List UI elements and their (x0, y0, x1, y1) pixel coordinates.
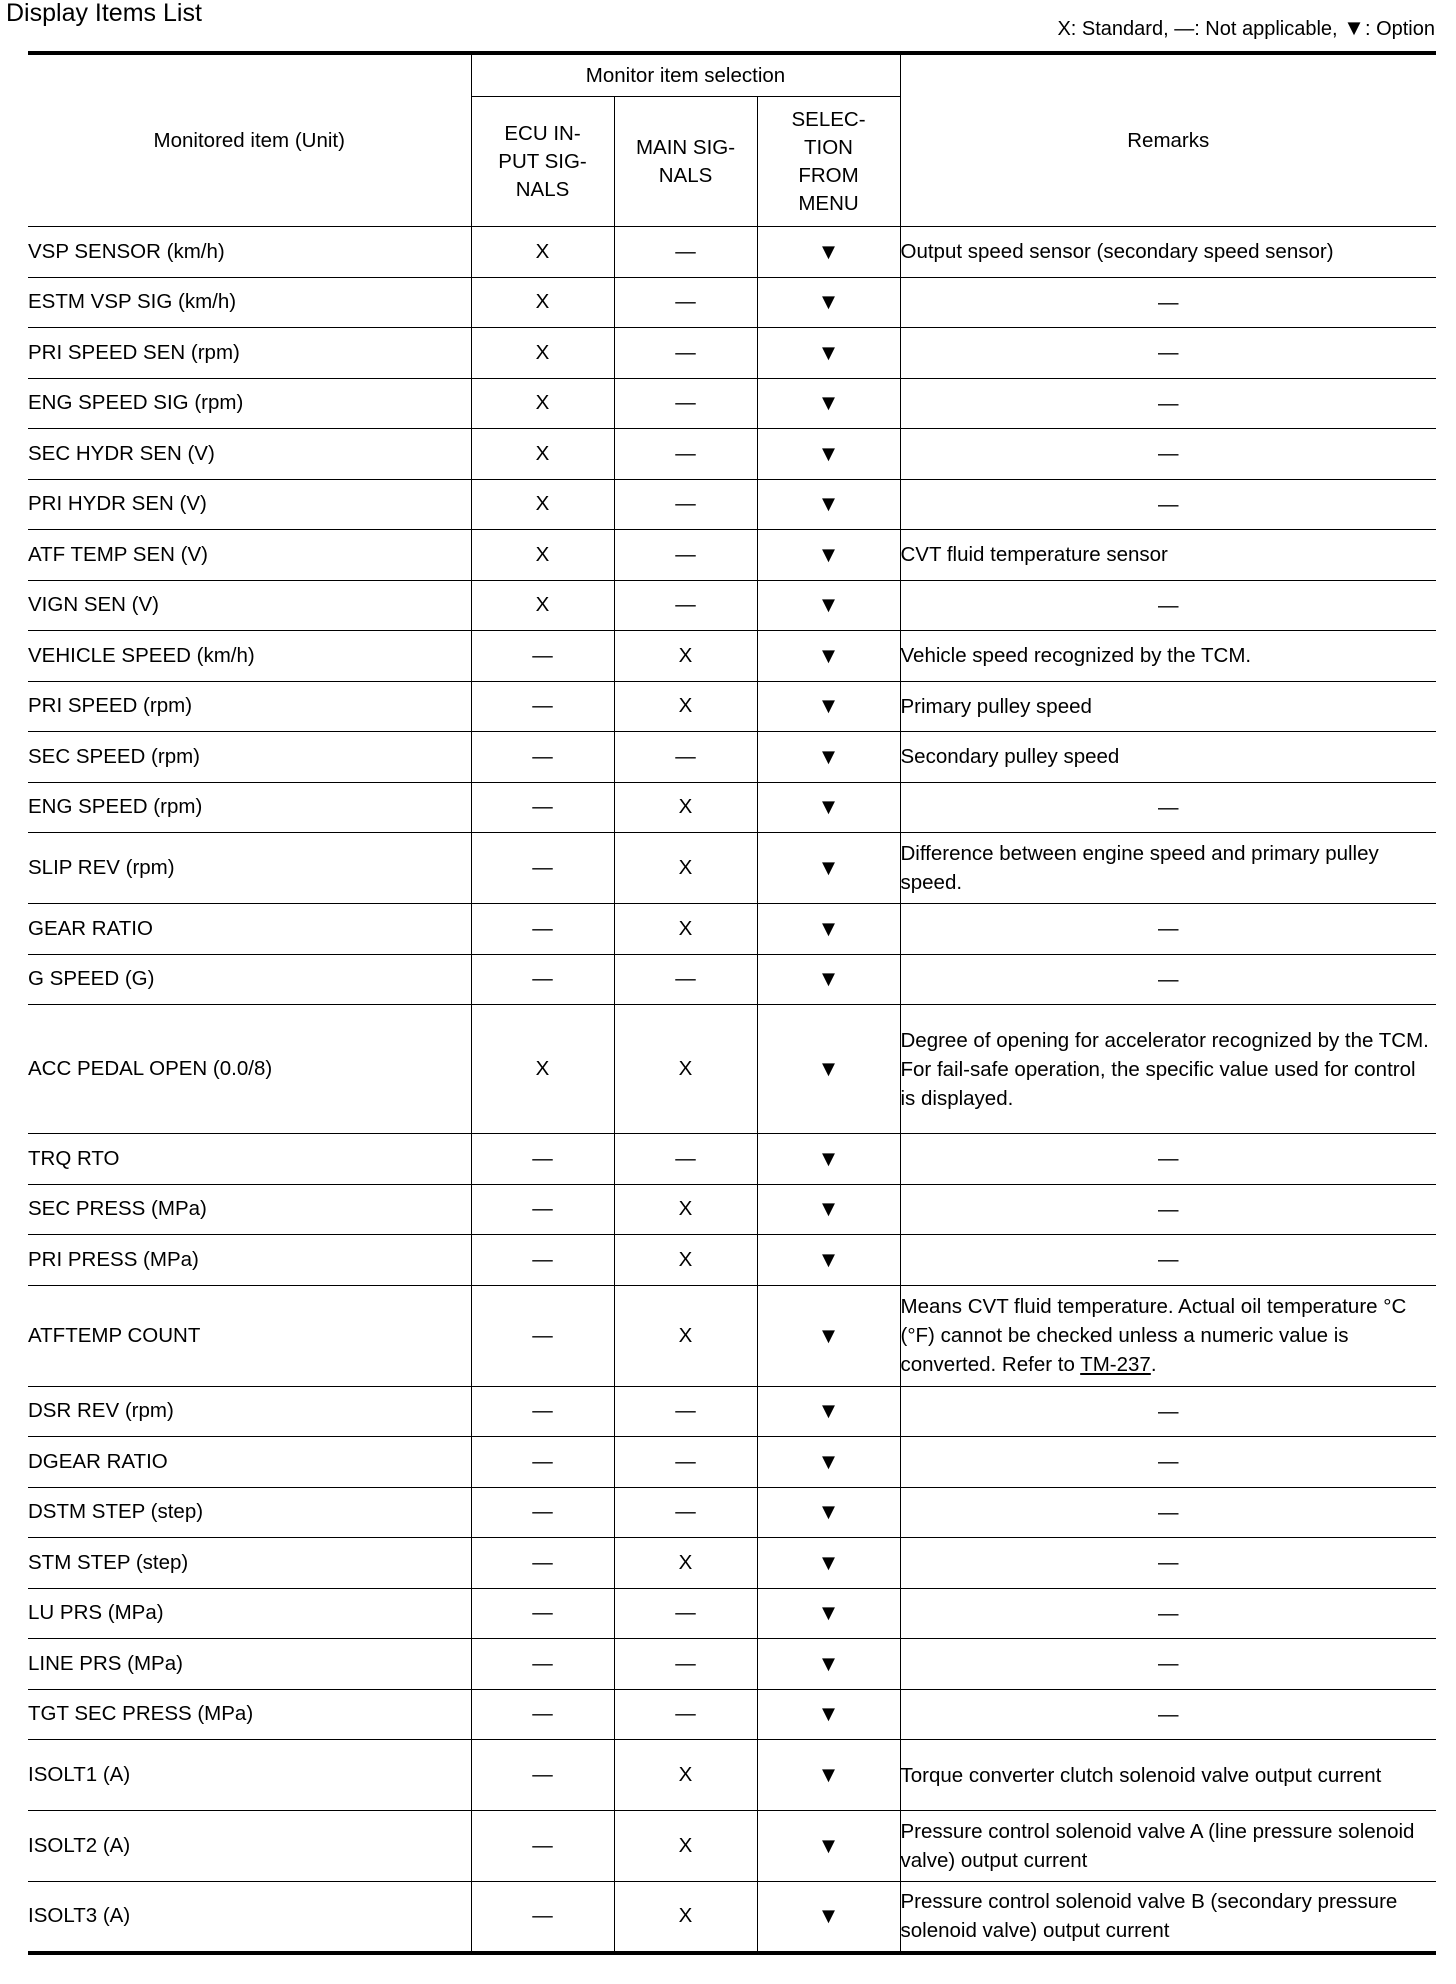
selection-menu-cell: ▼ (757, 277, 900, 328)
remarks-text: Difference between engine speed and primary pulley speed. (900, 842, 1379, 894)
main-signals-cell: X (614, 1882, 757, 1953)
ecu-input-cell: — (471, 1134, 614, 1185)
main-signals-cell: — (614, 479, 757, 530)
selection-menu-cell: ▼ (757, 1235, 900, 1286)
ecu-input-cell: X (471, 1005, 614, 1134)
remarks-cell (900, 954, 1436, 1005)
remarks-cell (900, 378, 1436, 429)
main-signals-cell: — (614, 732, 757, 783)
remarks-cell (900, 530, 1436, 581)
remarks-text: Torque converter clutch solenoid valve output current (900, 1763, 1382, 1787)
monitored-item-cell: VSP SENSOR (km/h) (28, 227, 471, 278)
monitored-item-cell: DSTM STEP (step) (28, 1487, 471, 1538)
table-row (28, 1285, 1436, 1386)
ecu-input-cell: — (471, 782, 614, 833)
selection-menu-cell: ▼ (757, 328, 900, 379)
display-items-table (28, 51, 1436, 1955)
main-signals-cell: — (614, 429, 757, 480)
main-signals-cell: X (614, 833, 757, 904)
header-line: FROM (798, 163, 859, 187)
main-signals-cell: X (614, 681, 757, 732)
ecu-input-cell: — (471, 631, 614, 682)
ecu-input-cell: X (471, 328, 614, 379)
page-title: Display Items List (6, 0, 202, 27)
remarks-cell (900, 277, 1436, 328)
ecu-input-cell: — (471, 1386, 614, 1437)
header-line: MENU (798, 191, 859, 215)
ecu-input-cell: — (471, 1487, 614, 1538)
ecu-input-cell: X (471, 580, 614, 631)
remarks-text-after: . (1150, 1353, 1157, 1376)
table-row (28, 277, 1436, 328)
ecu-input-cell: — (471, 1285, 614, 1386)
ecu-input-cell: — (471, 1882, 614, 1953)
selection-menu-cell: ▼ (757, 1386, 900, 1437)
remarks-cell (900, 1005, 1436, 1134)
table-row (28, 1386, 1436, 1437)
monitored-item-cell: TRQ RTO (28, 1134, 471, 1185)
remarks-line: Degree of opening for accelerator recognized by the TCM. (900, 1028, 1429, 1052)
main-signals-cell: X (614, 1811, 757, 1882)
table-row (28, 1005, 1436, 1134)
remarks-text: — (1158, 1399, 1179, 1423)
ecu-input-cell: X (471, 277, 614, 328)
remarks-cell (900, 681, 1436, 732)
monitored-item-cell: ENG SPEED SIG (rpm) (28, 378, 471, 429)
remarks-cell (900, 1538, 1436, 1589)
remarks-cell (900, 782, 1436, 833)
selection-menu-cell: ▼ (757, 1811, 900, 1882)
main-signals-cell: — (614, 1639, 757, 1690)
main-signals-cell: X (614, 1005, 757, 1134)
header-line: PUT SIG- (498, 149, 587, 173)
selection-menu-cell: ▼ (757, 1285, 900, 1386)
header-line: ECU IN- (504, 121, 581, 145)
remarks-cell (900, 1134, 1436, 1185)
selection-menu-cell: ▼ (757, 782, 900, 833)
remarks-text: — (1158, 442, 1179, 466)
monitored-item-cell: GEAR RATIO (28, 904, 471, 955)
monitored-item-cell: ATF TEMP SEN (V) (28, 530, 471, 581)
selection-menu-cell: ▼ (757, 479, 900, 530)
remarks-cell (900, 833, 1436, 904)
monitored-item-cell: SEC SPEED (rpm) (28, 732, 471, 783)
remarks-cell (900, 1235, 1436, 1286)
remarks-cell (900, 1588, 1436, 1639)
remarks-cell (900, 1437, 1436, 1488)
table-row (28, 1689, 1436, 1740)
selection-menu-cell: ▼ (757, 904, 900, 955)
selection-menu-cell: ▼ (757, 227, 900, 278)
table-row (28, 1740, 1436, 1811)
main-signals-cell: — (614, 227, 757, 278)
header-line: SELEC- (791, 107, 866, 131)
monitored-item-cell: SEC HYDR SEN (V) (28, 429, 471, 480)
selection-menu-cell: ▼ (757, 1005, 900, 1134)
main-signals-cell: — (614, 954, 757, 1005)
remarks-cell (900, 227, 1436, 278)
monitored-item-cell: TGT SEC PRESS (MPa) (28, 1689, 471, 1740)
table-row (28, 1882, 1436, 1953)
table-row (28, 782, 1436, 833)
header-line: TION (804, 135, 853, 159)
main-signals-cell: — (614, 580, 757, 631)
monitored-item-cell: ISOLT3 (A) (28, 1882, 471, 1953)
main-signals-cell: X (614, 631, 757, 682)
legend-option: : Option (1364, 18, 1435, 40)
remarks-text: — (1158, 917, 1179, 941)
reference-link[interactable]: TM-237 (1080, 1353, 1151, 1376)
remarks-text: CVT fluid temperature sensor (900, 543, 1168, 567)
table-row (28, 378, 1436, 429)
monitored-item-cell: ENG SPEED (rpm) (28, 782, 471, 833)
monitored-item-cell: ACC PEDAL OPEN (0.0/8) (28, 1005, 471, 1134)
header-line: NALS (658, 163, 713, 187)
remarks-cell (900, 580, 1436, 631)
table-row (28, 954, 1436, 1005)
ecu-input-cell: — (471, 954, 614, 1005)
option-triangle-icon: ▼ (1343, 15, 1365, 40)
ecu-input-cell: — (471, 1811, 614, 1882)
main-signals-cell: — (614, 1437, 757, 1488)
main-signals-cell: X (614, 1538, 757, 1589)
legend-standard: X: Standard, (1057, 18, 1175, 40)
table-row (28, 681, 1436, 732)
ecu-input-cell: — (471, 1740, 614, 1811)
monitored-item-cell: VEHICLE SPEED (km/h) (28, 631, 471, 682)
main-signals-cell: — (614, 378, 757, 429)
selection-menu-cell: ▼ (757, 631, 900, 682)
monitored-item-cell: ESTM VSP SIG (km/h) (28, 277, 471, 328)
selection-menu-cell: ▼ (757, 1639, 900, 1690)
column-header-ecu-input-signals (471, 97, 614, 227)
table-row (28, 1487, 1436, 1538)
main-signals-cell: — (614, 1689, 757, 1740)
table-row (28, 732, 1436, 783)
ecu-input-cell: X (471, 479, 614, 530)
ecu-input-cell: X (471, 530, 614, 581)
table-row (28, 1811, 1436, 1882)
legend (1057, 14, 1435, 43)
remarks-line: For fail-safe operation, the specific value used for control is displayed. (900, 1057, 1416, 1110)
ecu-input-cell: — (471, 904, 614, 955)
main-signals-cell: — (614, 1386, 757, 1437)
monitored-item-cell: STM STEP (step) (28, 1538, 471, 1589)
main-signals-cell: — (614, 530, 757, 581)
monitored-item-cell: PRI SPEED (rpm) (28, 681, 471, 732)
selection-menu-cell: ▼ (757, 732, 900, 783)
remarks-text: — (1158, 290, 1179, 314)
remarks-text: Primary pulley speed (900, 694, 1092, 718)
remarks-text: — (1158, 967, 1179, 991)
remarks-text: — (1158, 1147, 1179, 1171)
ecu-input-cell: — (471, 1689, 614, 1740)
selection-menu-cell: ▼ (757, 378, 900, 429)
table-row (28, 479, 1436, 530)
ecu-input-cell: — (471, 833, 614, 904)
monitored-item-cell: ISOLT1 (A) (28, 1740, 471, 1811)
main-signals-cell: — (614, 277, 757, 328)
ecu-input-cell: X (471, 378, 614, 429)
table-row (28, 530, 1436, 581)
remarks-cell (900, 1184, 1436, 1235)
selection-menu-cell: ▼ (757, 1134, 900, 1185)
header-line: NALS (515, 177, 570, 201)
remarks-text: — (1158, 1652, 1179, 1676)
ecu-input-cell: — (471, 681, 614, 732)
remarks-text: Vehicle speed recognized by the TCM. (900, 644, 1252, 668)
main-signals-cell: X (614, 1285, 757, 1386)
selection-menu-cell: ▼ (757, 833, 900, 904)
monitored-item-cell: LINE PRS (MPa) (28, 1639, 471, 1690)
remarks-cell (900, 429, 1436, 480)
table-row (28, 1437, 1436, 1488)
ecu-input-cell: — (471, 1235, 614, 1286)
selection-menu-cell: ▼ (757, 1882, 900, 1953)
selection-menu-cell: ▼ (757, 681, 900, 732)
table-row (28, 227, 1436, 278)
remarks-text: — (1158, 1601, 1179, 1625)
remarks-text: — (1158, 1702, 1179, 1726)
remarks-cell (900, 1689, 1436, 1740)
main-signals-cell: — (614, 1134, 757, 1185)
selection-menu-cell: ▼ (757, 1437, 900, 1488)
remarks-text: — (1158, 1450, 1179, 1474)
remarks-text: — (1158, 341, 1179, 365)
selection-menu-cell: ▼ (757, 1184, 900, 1235)
remarks-text: — (1158, 593, 1179, 617)
legend-not-applicable: —: Not applicable, (1174, 18, 1344, 40)
main-signals-cell: X (614, 904, 757, 955)
monitored-item-cell: DSR REV (rpm) (28, 1386, 471, 1437)
column-header-monitor-item-selection: Monitor item selection (471, 53, 900, 97)
remarks-text: Pressure control solenoid valve A (line pressure solenoid valve) output current (900, 1820, 1415, 1872)
monitored-item-cell: PRI SPEED SEN (rpm) (28, 328, 471, 379)
remarks-text: Means CVT fluid temperature. Actual oil temperature °C (°F) cannot be checked unless a numeric value is converted. Refer to (900, 1295, 1407, 1376)
remarks-text: Output speed sensor (secondary speed sensor) (900, 240, 1334, 264)
table-row (28, 1134, 1436, 1185)
ecu-input-cell: X (471, 227, 614, 278)
remarks-text: — (1158, 1500, 1179, 1524)
selection-menu-cell: ▼ (757, 429, 900, 480)
table-row (28, 328, 1436, 379)
selection-menu-cell: ▼ (757, 1588, 900, 1639)
selection-menu-cell: ▼ (757, 580, 900, 631)
table-row (28, 1588, 1436, 1639)
remarks-cell (900, 631, 1436, 682)
selection-menu-cell: ▼ (757, 1689, 900, 1740)
table-row (28, 1538, 1436, 1589)
remarks-cell (900, 328, 1436, 379)
main-signals-cell: X (614, 782, 757, 833)
remarks-text: Pressure control solenoid valve B (secondary pressure solenoid valve) output current (900, 1890, 1398, 1943)
remarks-cell (900, 1386, 1436, 1437)
main-signals-cell: — (614, 328, 757, 379)
table-row (28, 631, 1436, 682)
remarks-text: — (1158, 1248, 1179, 1272)
column-header-main-signals (614, 97, 757, 227)
remarks-cell (900, 732, 1436, 783)
monitored-item-cell: ISOLT2 (A) (28, 1811, 471, 1882)
ecu-input-cell: — (471, 1538, 614, 1589)
remarks-cell (900, 479, 1436, 530)
remarks-text: — (1158, 795, 1179, 819)
main-signals-cell: — (614, 1487, 757, 1538)
table-row (28, 1235, 1436, 1286)
main-signals-cell: X (614, 1184, 757, 1235)
monitored-item-cell: G SPEED (G) (28, 954, 471, 1005)
monitored-item-cell: SLIP REV (rpm) (28, 833, 471, 904)
table-row (28, 833, 1436, 904)
remarks-text: Secondary pulley speed (900, 745, 1120, 769)
remarks-text: — (1158, 1197, 1179, 1221)
remarks-cell (900, 1639, 1436, 1690)
table-row (28, 1184, 1436, 1235)
monitored-item-cell: LU PRS (MPa) (28, 1588, 471, 1639)
header-line: MAIN SIG- (635, 135, 736, 159)
ecu-input-cell: X (471, 429, 614, 480)
table-row (28, 429, 1436, 480)
remarks-text: — (1158, 492, 1179, 516)
remarks-cell (900, 1487, 1436, 1538)
column-header-selection-from-menu (757, 97, 900, 227)
remarks-cell (900, 1740, 1436, 1811)
monitored-item-cell: DGEAR RATIO (28, 1437, 471, 1488)
selection-menu-cell: ▼ (757, 1538, 900, 1589)
main-signals-cell: X (614, 1235, 757, 1286)
remarks-text: — (1158, 1551, 1179, 1575)
ecu-input-cell: — (471, 1184, 614, 1235)
main-signals-cell: — (614, 1588, 757, 1639)
table-row (28, 1639, 1436, 1690)
monitored-item-cell: PRI PRESS (MPa) (28, 1235, 471, 1286)
remarks-cell (900, 1811, 1436, 1882)
column-header-monitored-item: Monitored item (Unit) (28, 53, 471, 227)
remarks-cell (900, 1882, 1436, 1953)
selection-menu-cell: ▼ (757, 530, 900, 581)
table-row (28, 580, 1436, 631)
selection-menu-cell: ▼ (757, 1740, 900, 1811)
remarks-cell (900, 904, 1436, 955)
remarks-cell (900, 1285, 1436, 1386)
main-signals-cell: X (614, 1740, 757, 1811)
monitored-item-cell: PRI HYDR SEN (V) (28, 479, 471, 530)
remarks-text: — (1158, 391, 1179, 415)
table-row (28, 904, 1436, 955)
monitored-item-cell: VIGN SEN (V) (28, 580, 471, 631)
monitored-item-cell: ATFTEMP COUNT (28, 1285, 471, 1386)
ecu-input-cell: — (471, 1437, 614, 1488)
ecu-input-cell: — (471, 1639, 614, 1690)
column-header-remarks: Remarks (900, 53, 1436, 227)
ecu-input-cell: — (471, 732, 614, 783)
ecu-input-cell: — (471, 1588, 614, 1639)
selection-menu-cell: ▼ (757, 1487, 900, 1538)
monitored-item-cell: SEC PRESS (MPa) (28, 1184, 471, 1235)
selection-menu-cell: ▼ (757, 954, 900, 1005)
